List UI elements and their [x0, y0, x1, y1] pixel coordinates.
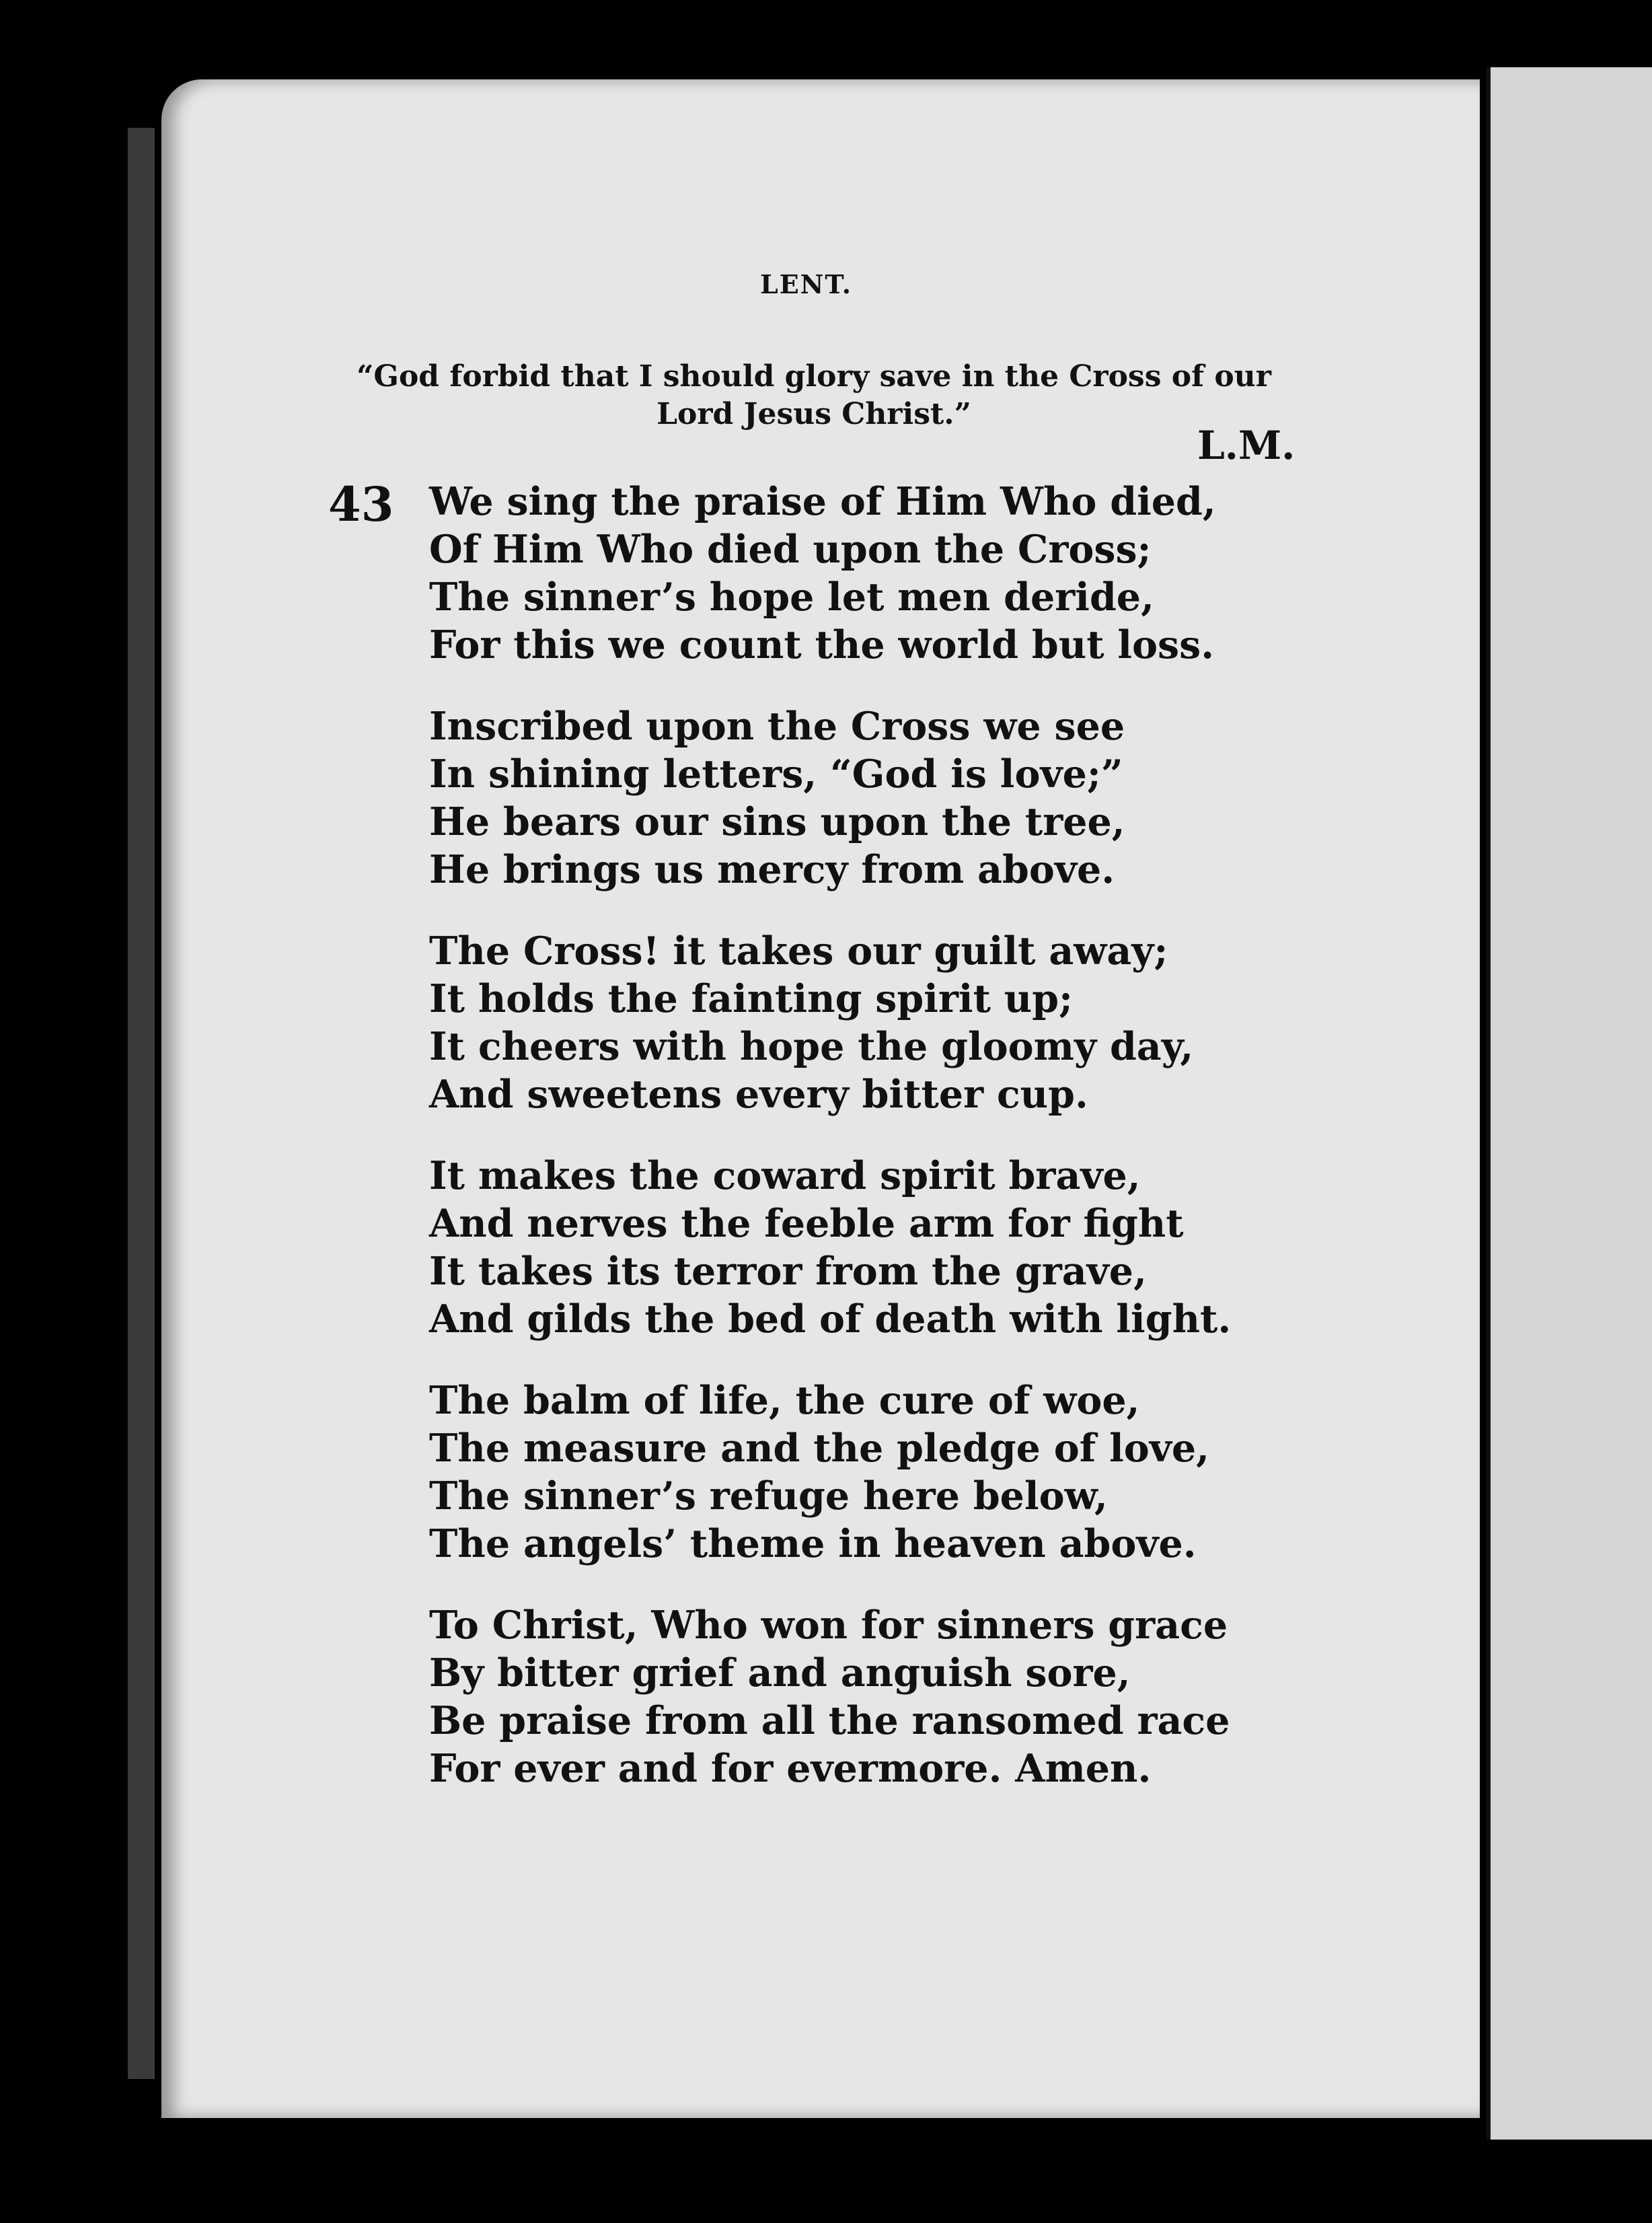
hymn-line: Inscribed upon the Cross we see: [429, 704, 1125, 749]
hymn-line: Be praise from all the ransomed race: [429, 1698, 1230, 1743]
stanza-6: [429, 1601, 1231, 1792]
epigraph-line-2: Lord Jesus Christ.”: [656, 397, 971, 431]
hymn-number: 43: [328, 476, 394, 532]
hymn-line: It makes the coward spirit brave,: [429, 1153, 1141, 1198]
hymn-line: In shining letters, “God is love;”: [429, 752, 1123, 797]
hymn-line: The angels’ theme in heaven above.: [429, 1521, 1197, 1566]
hymn-line: The Cross! it takes our guilt away;: [429, 928, 1168, 974]
hymn-line: The measure and the pledge of love,: [429, 1426, 1209, 1471]
hymn-line: And nerves the feeble arm for fight: [429, 1201, 1184, 1246]
running-head: LENT.: [760, 269, 853, 299]
hymn-line: He brings us mercy from above.: [429, 847, 1115, 892]
epigraph: [323, 358, 1305, 433]
epigraph-line-1: “God forbid that I should glory save in the Cross of our: [356, 359, 1271, 394]
stanza-3: [429, 927, 1231, 1118]
hymn-text: [429, 478, 1231, 1826]
hymn-line: By bitter grief and anguish sore,: [429, 1650, 1131, 1696]
facing-page-edge: [1487, 67, 1652, 2140]
hymn-line: To Christ, Who won for sinners grace: [429, 1603, 1228, 1648]
hymn-line: Of Him Who died upon the Cross;: [429, 527, 1152, 572]
hymn-line: We sing the praise of Him Who died,: [429, 479, 1216, 524]
hymn-line: The sinner’s refuge here below,: [429, 1473, 1108, 1519]
hymn-line: The balm of life, the cure of woe,: [429, 1378, 1140, 1423]
hymn-line: It holds the fainting spirit up;: [429, 976, 1074, 1021]
stanza-2: [429, 702, 1231, 894]
stanza-4: [429, 1152, 1231, 1343]
hymn-line: The sinner’s hope let men deride,: [429, 575, 1154, 620]
hymn-line: It takes its terror from the grave,: [429, 1249, 1147, 1294]
hymn-line: And sweetens every bitter cup.: [429, 1072, 1088, 1117]
hymn-line: For ever and for evermore. Amen.: [429, 1746, 1152, 1791]
hymn-line: And gilds the bed of death with light.: [429, 1297, 1232, 1342]
stanza-5: [429, 1377, 1231, 1568]
hymn-line: It cheers with hope the gloomy day,: [429, 1024, 1194, 1069]
meter-label: L.M.: [1197, 423, 1296, 468]
stanza-1: [429, 478, 1231, 669]
hymn-line: For this we count the world but loss.: [429, 622, 1215, 667]
hymn-line: He bears our sins upon the tree,: [429, 799, 1125, 844]
book-spine: [128, 128, 155, 2079]
